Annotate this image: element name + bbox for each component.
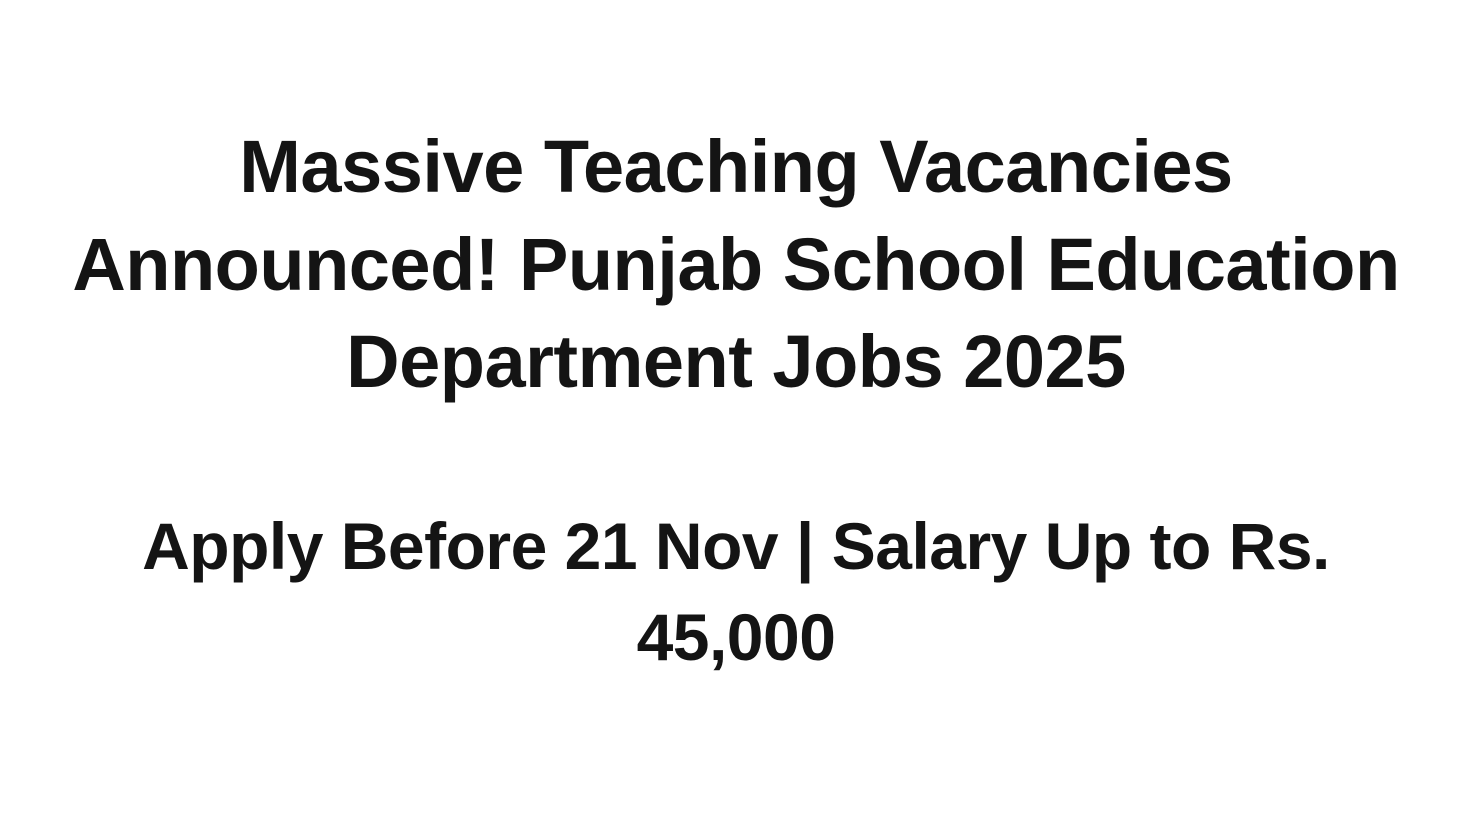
poster-subheadline: Apply Before 21 Nov | Salary Up to Rs. 45,000 [142,509,1330,675]
page-title: Massive Teaching Vacancies Announced! Punjab School Education Department Jobs 2025 [72,125,1400,404]
